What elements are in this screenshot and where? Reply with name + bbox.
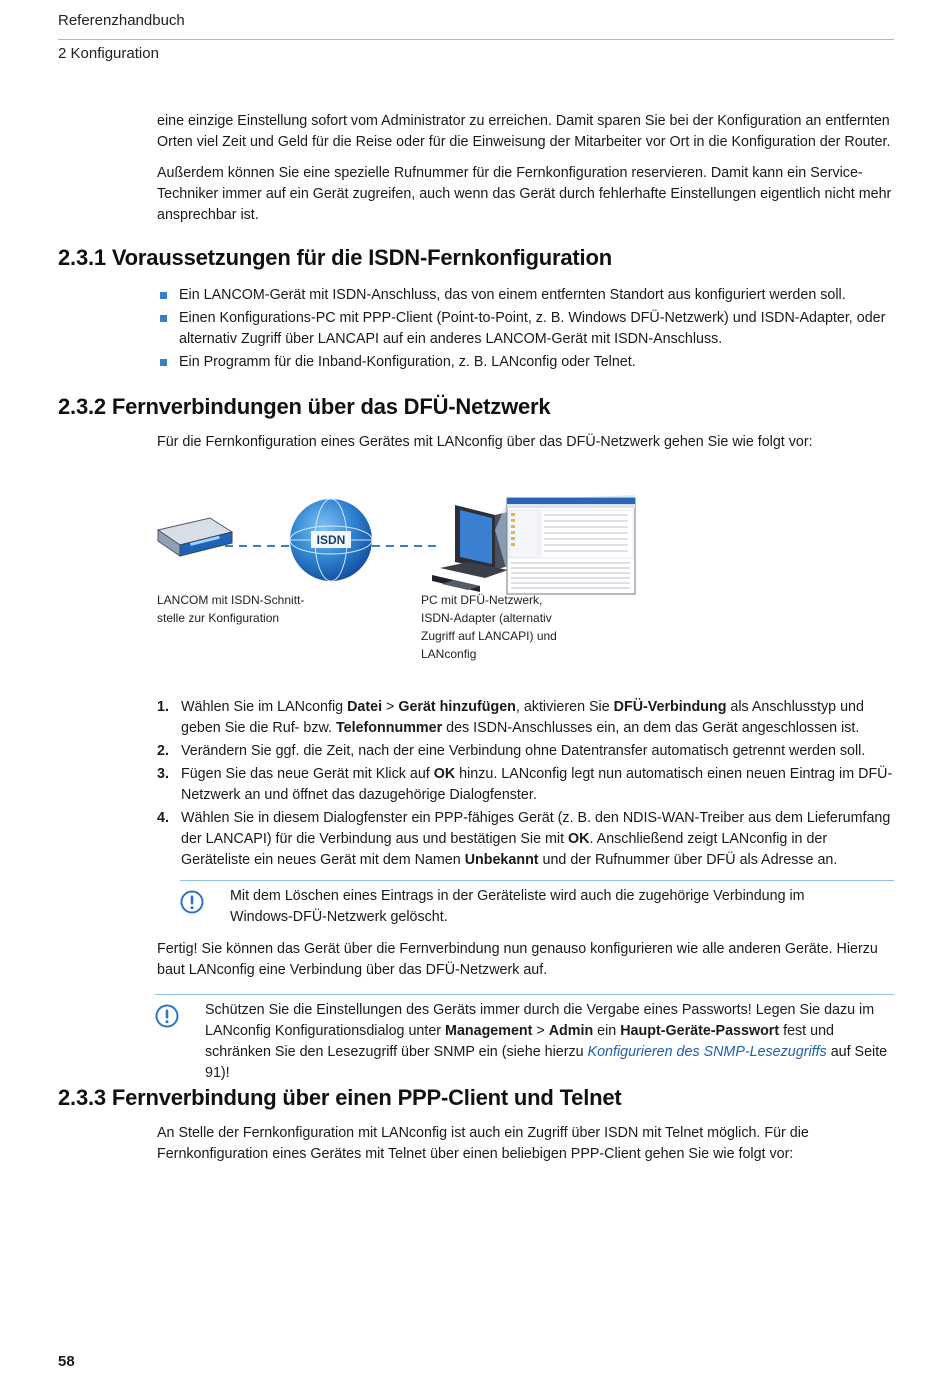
snmp-link[interactable]: Konfigurieren des SNMP-Lesezugriffs	[587, 1044, 827, 1060]
requirements-list	[157, 285, 897, 375]
bullet-icon	[160, 359, 167, 366]
list-item: Ein LANCOM-Gerät mit ISDN-Anschluss, das von einem entfernten Standort aus konfiguriert werden soll.	[157, 285, 897, 306]
device-caption: LANCOM mit ISDN-Schnitt- stelle zur Konfiguration	[157, 593, 305, 625]
intro-paragraph-1: eine einzige Einstellung sofort vom Administrator zu erreichen. Damit sparen Sie bei der Konfiguration an entfernten Orten viel Zeit und Geld für die Reise oder für die Einweisung der Mitarbeiter vor Ort in die Konfiguration der Router.	[157, 113, 891, 150]
list-item: 3. Fügen Sie das neue Gerät mit Klick auf OK hinzu. LANconfig legt nun automatisch einen neuen Eintrag im DFÜ-Netzwerk an und öffnet das dazugehörige Dialogfenster.	[157, 766, 893, 803]
section-heading-2-3-2: 2.3.2 Fernverbindungen über das DFÜ-Netzwerk	[58, 394, 551, 419]
running-header-title: Referenzhandbuch	[58, 12, 185, 29]
intro-block	[157, 111, 897, 226]
note-text-1: Mit dem Löschen eines Eintrags in der Geräteliste wird auch die zugehörige Verbindung im Windows-DFÜ-Netzwerk gelöscht.	[230, 888, 805, 925]
info-exclamation-icon	[180, 890, 204, 921]
router-device-icon	[158, 518, 232, 556]
list-item: 2. Verändern Sie ggf. die Zeit, nach der eine Verbindung ohne Datentransfer automatisch getrennt werden soll.	[157, 743, 866, 759]
note-box-1	[180, 880, 894, 933]
section-2-3-3-intro: An Stelle der Fernkonfiguration mit LANconfig ist auch ein Zugriff über ISDN mit Telnet möglich. Für die Fernkonfiguration eines Gerätes mit Telnet über einen beliebigen PPP-Client gehen Sie wie folgt vor:	[157, 1125, 809, 1162]
bullet-icon	[160, 315, 167, 322]
list-item: Ein Programm für die Inband-Konfiguration, z. B. LANconfig oder Telnet.	[157, 352, 897, 373]
section-heading-2-3-1: 2.3.1 Voraussetzungen für die ISDN-Fernkonfiguration	[58, 245, 612, 270]
running-header-chapter: 2 Konfiguration	[58, 45, 159, 62]
list-item: 4. Wählen Sie in diesem Dialogfenster ein PPP-fähiges Gerät (z. B. den NDIS-WAN-Treiber aus dem Lieferumfang der LANCAPI) für die Verbindung aus und bestätigen Sie mit OK. Anschließend zeigt LANconfig in der Geräteliste ein neues Gerät mit dem Namen Unbekannt und der Rufnummer über DFÜ als Adresse an.	[157, 810, 891, 868]
list-item: Einen Konfigurations-PC mit PPP-Client (Point-to-Point, z. B. Windows DFÜ-Netzwerk) und ISDN-Adapter, oder alternativ Zugriff über LANCAPI auf ein anderes LANCOM-Gerät mit ISDN-Anschluss.	[157, 308, 897, 350]
pc-caption: PC mit DFÜ-Netzwerk, ISDN-Adapter (alternativ Zugriff auf LANCAPI) und LANconfig	[421, 593, 557, 661]
bullet-icon	[160, 292, 167, 299]
steps-list	[157, 697, 897, 873]
done-paragraph: Fertig! Sie können das Gerät über die Fernverbindung nun genauso konfigurieren wie alle anderen Geräte. Hierzu baut LANconfig eine Verbindung über das DFÜ-Netzwerk auf.	[157, 941, 878, 978]
list-item: 1. Wählen Sie im LANconfig Datei > Gerät hinzufügen, aktivieren Sie DFÜ-Verbindung als Anschlusstyp und geben Sie die Ruf- bzw. Telefonnummer des ISDN-Anschlusses ein, an dem das Gerät angeschlossen ist.	[157, 699, 864, 736]
note-box-2	[155, 994, 894, 1081]
header-rule	[58, 39, 894, 40]
info-exclamation-icon	[155, 1004, 179, 1035]
isdn-label: ISDN	[316, 533, 346, 547]
network-figure	[150, 490, 650, 670]
page-number: 58	[58, 1353, 75, 1370]
section-heading-2-3-3: 2.3.3 Fernverbindung über einen PPP-Client und Telnet	[58, 1085, 622, 1110]
lanconfig-screenshot-thumbnail	[507, 498, 635, 594]
section-2-3-2-intro: Für die Fernkonfiguration eines Gerätes mit LANconfig über das DFÜ-Netzwerk gehen Sie wie folgt vor:	[157, 434, 813, 450]
intro-paragraph-2: Außerdem können Sie eine spezielle Rufnummer für die Fernkonfiguration reservieren. Damit kann ein Service-Techniker immer auf ein Gerät zugreifen, auch wenn das Gerät durch fehlerhafte Einstellungen eigentlich nicht mehr ansprechbar ist.	[157, 165, 892, 223]
note-text-2: Schützen Sie die Einstellungen des Geräts immer durch die Vergabe eines Passworts! Legen Sie dazu im LANconfig Konfigurationsdialog unter Management > Admin ein Haupt-Geräte-Passwort fest und schränken Sie den Lesezugriff über SNMP ein (siehe hierzu Konfigurieren des SNMP-Lesezugriffs auf Seite 91)!	[205, 1002, 888, 1081]
